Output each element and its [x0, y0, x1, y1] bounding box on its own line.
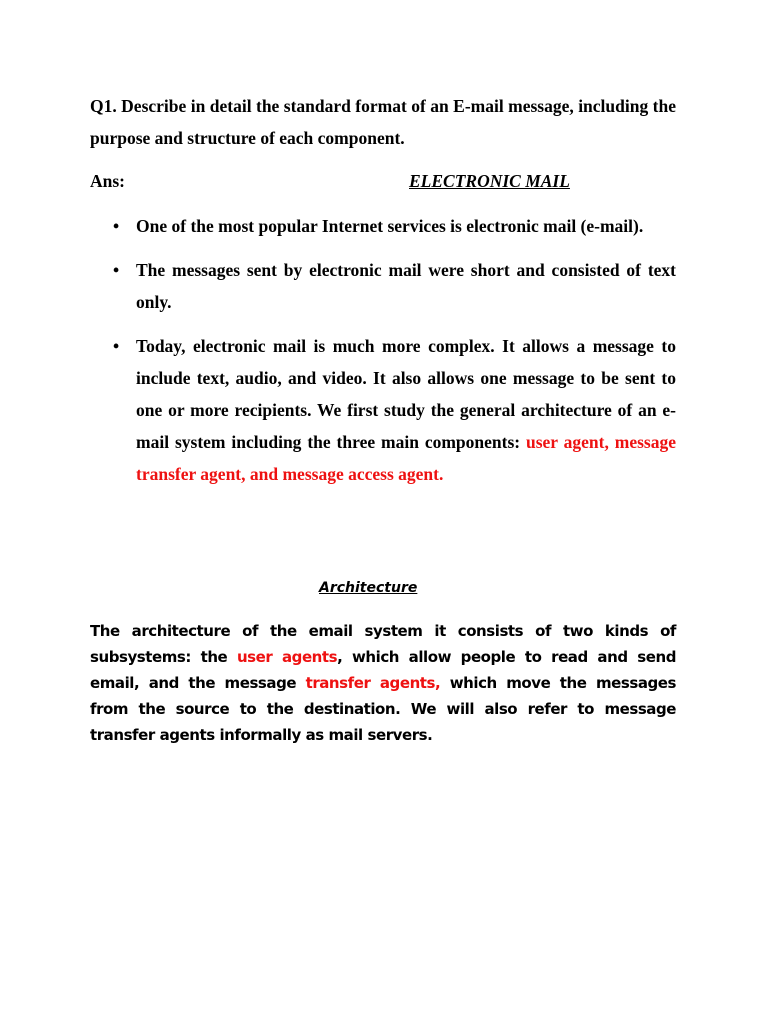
bullet-text: One of the most popular Internet services is electronic mail (e-mail). [136, 216, 644, 236]
bullet-icon: • [113, 216, 120, 236]
architecture-title: Architecture [319, 580, 418, 596]
highlight-user-agents: user agents [236, 648, 338, 666]
list-item [90, 254, 676, 318]
architecture-text-1: The architecture of the email system it consists of two kinds of subsystems: the [90, 622, 676, 666]
bullet-icon: • [113, 336, 120, 356]
list-item [90, 210, 676, 242]
answer-header [90, 166, 676, 196]
question-text: Q1. Describe in detail the standard format of an E-mail message, including the purpose and structure of each component. [90, 96, 676, 148]
highlight-transfer-agents: transfer agents, [305, 674, 441, 692]
architecture-paragraph [90, 618, 676, 748]
bullet-text: Today, electronic mail is much more complex. It allows a message to include text, audio, and video. It also allows one message to be sent to one or more recipients. We first study the general architecture of an e-mail system including the three main components: [136, 336, 676, 452]
architecture-text-3: which move the messages from the source to the destination. We will also refer to message transfer agents informally as mail servers. [90, 674, 676, 744]
bullet-icon: • [113, 260, 120, 280]
bullet-highlight: user agent, message transfer agent, and message access agent. [136, 432, 676, 484]
section-title: ELECTRONIC MAIL [409, 171, 570, 191]
list-item [90, 330, 676, 490]
answer-label: Ans: [90, 171, 126, 191]
bullet-list [90, 210, 676, 502]
bullet-text: The messages sent by electronic mail were short and consisted of text only. [136, 260, 676, 312]
architecture-text-2: , which allow people to read and send email, and the message [90, 648, 676, 692]
